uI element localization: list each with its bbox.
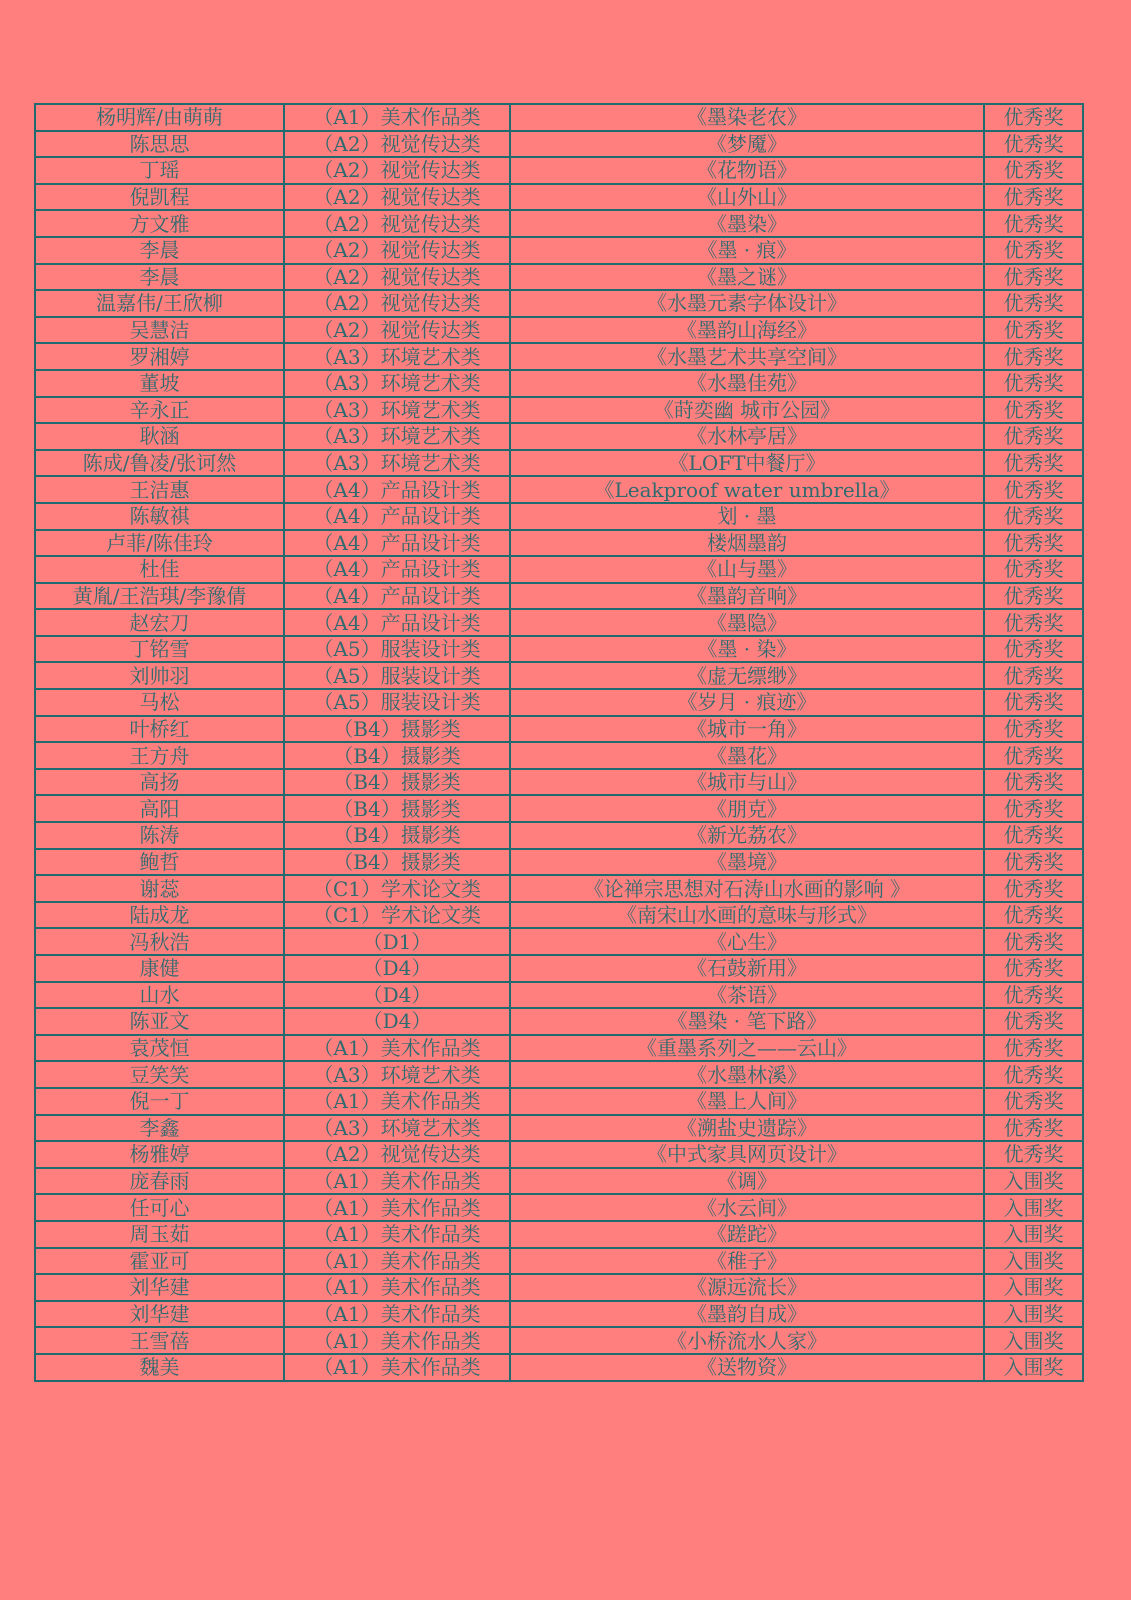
category-cell: （A4）产品设计类: [284, 530, 510, 557]
author-cell: 杨明辉/由萌萌: [35, 104, 284, 131]
award-cell: 优秀奖: [984, 1061, 1083, 1088]
table-row: [35, 1354, 1083, 1381]
category-cell: （A1）美术作品类: [284, 1194, 510, 1221]
author-cell: 董坡: [35, 370, 284, 397]
category-cell: （B4）摄影类: [284, 769, 510, 796]
work-title-cell: 《花物语》: [510, 157, 984, 184]
author-cell: 霍亚可: [35, 1248, 284, 1275]
award-cell: 优秀奖: [984, 104, 1083, 131]
table-row: [35, 423, 1083, 450]
work-title-cell: 《稚子》: [510, 1248, 984, 1275]
table-row: [35, 1141, 1083, 1168]
table-row: [35, 583, 1083, 610]
award-cell: 优秀奖: [984, 450, 1083, 477]
author-cell: 袁茂恒: [35, 1035, 284, 1062]
author-cell: 魏美: [35, 1354, 284, 1381]
author-cell: 倪一丁: [35, 1088, 284, 1115]
category-cell: （A2）视觉传达类: [284, 317, 510, 344]
author-cell: 陈涛: [35, 822, 284, 849]
award-cell: 优秀奖: [984, 556, 1083, 583]
category-cell: （A1）美术作品类: [284, 1221, 510, 1248]
work-title-cell: 《LOFT中餐厅》: [510, 450, 984, 477]
author-cell: 刘华建: [35, 1274, 284, 1301]
author-cell: 王洁惠: [35, 476, 284, 503]
work-title-cell: 《石鼓新用》: [510, 955, 984, 982]
award-cell: 优秀奖: [984, 1008, 1083, 1035]
work-title-cell: 《山外山》: [510, 184, 984, 211]
award-cell: 优秀奖: [984, 503, 1083, 530]
table-row: [35, 157, 1083, 184]
category-cell: （B4）摄影类: [284, 716, 510, 743]
category-cell: （A2）视觉传达类: [284, 184, 510, 211]
category-cell: （A3）环境艺术类: [284, 1061, 510, 1088]
author-cell: 陈成/鲁凌/张诃然: [35, 450, 284, 477]
award-cell: 入围奖: [984, 1301, 1083, 1328]
author-cell: 杜佳: [35, 556, 284, 583]
author-cell: 康健: [35, 955, 284, 982]
work-title-cell: 《中式家具网页设计》: [510, 1141, 984, 1168]
category-cell: （A4）产品设计类: [284, 583, 510, 610]
author-cell: 豆笑笑: [35, 1061, 284, 1088]
author-cell: 刘华建: [35, 1301, 284, 1328]
award-cell: 优秀奖: [984, 583, 1083, 610]
author-cell: 王雪蓓: [35, 1327, 284, 1354]
author-cell: 陈敏祺: [35, 503, 284, 530]
table-row: [35, 184, 1083, 211]
award-cell: 入围奖: [984, 1274, 1083, 1301]
table-row: [35, 716, 1083, 743]
category-cell: （A1）美术作品类: [284, 1274, 510, 1301]
category-cell: （A1）美术作品类: [284, 1088, 510, 1115]
work-title-cell: 《山与墨》: [510, 556, 984, 583]
award-cell: 优秀奖: [984, 1115, 1083, 1142]
table-row: [35, 131, 1083, 158]
table-row: [35, 849, 1083, 876]
author-cell: 陈亚文: [35, 1008, 284, 1035]
table-row: [35, 875, 1083, 902]
award-cell: 优秀奖: [984, 397, 1083, 424]
table-row: [35, 476, 1083, 503]
table-row: [35, 370, 1083, 397]
work-title-cell: 《源远流长》: [510, 1274, 984, 1301]
category-cell: （A3）环境艺术类: [284, 450, 510, 477]
category-cell: （A3）环境艺术类: [284, 1115, 510, 1142]
table-row: [35, 955, 1083, 982]
author-cell: 丁瑶: [35, 157, 284, 184]
award-cell: 优秀奖: [984, 636, 1083, 663]
work-title-cell: 《墨韵自成》: [510, 1301, 984, 1328]
award-cell: 入围奖: [984, 1327, 1083, 1354]
table-row: [35, 1061, 1083, 1088]
category-cell: （B4）摄影类: [284, 742, 510, 769]
award-cell: 入围奖: [984, 1221, 1083, 1248]
category-cell: （D4）: [284, 982, 510, 1009]
award-cell: 优秀奖: [984, 849, 1083, 876]
work-title-cell: 《水墨艺术共享空间》: [510, 343, 984, 370]
award-cell: 优秀奖: [984, 795, 1083, 822]
author-cell: 方文雅: [35, 210, 284, 237]
category-cell: （A1）美术作品类: [284, 1327, 510, 1354]
category-cell: （A1）美术作品类: [284, 104, 510, 131]
table-row: [35, 1168, 1083, 1195]
award-cell: 优秀奖: [984, 716, 1083, 743]
work-title-cell: 《莳奕幽 城市公园》: [510, 397, 984, 424]
table-row: [35, 290, 1083, 317]
table-row: [35, 1221, 1083, 1248]
table-row: [35, 343, 1083, 370]
award-cell: 优秀奖: [984, 131, 1083, 158]
work-title-cell: 楼烟墨韵: [510, 530, 984, 557]
category-cell: （A5）服装设计类: [284, 662, 510, 689]
table-row: [35, 928, 1083, 955]
award-cell: 优秀奖: [984, 662, 1083, 689]
author-cell: 辛永正: [35, 397, 284, 424]
award-cell: 优秀奖: [984, 742, 1083, 769]
award-cell: 优秀奖: [984, 1141, 1083, 1168]
author-cell: 丁铭雪: [35, 636, 284, 663]
category-cell: （A2）视觉传达类: [284, 1141, 510, 1168]
category-cell: （A5）服装设计类: [284, 636, 510, 663]
category-cell: （A3）环境艺术类: [284, 397, 510, 424]
author-cell: 鲍哲: [35, 849, 284, 876]
work-title-cell: 划 · 墨: [510, 503, 984, 530]
work-title-cell: 《墨染老农》: [510, 104, 984, 131]
category-cell: （A2）视觉传达类: [284, 210, 510, 237]
table-row: [35, 636, 1083, 663]
work-title-cell: 《心生》: [510, 928, 984, 955]
author-cell: 高扬: [35, 769, 284, 796]
work-title-cell: 《溯盐史遗踪》: [510, 1115, 984, 1142]
table-row: [35, 1088, 1083, 1115]
work-title-cell: 《南宋山水画的意味与形式》: [510, 902, 984, 929]
awards-table: [34, 103, 1084, 1382]
category-cell: （A2）视觉传达类: [284, 157, 510, 184]
author-cell: 高阳: [35, 795, 284, 822]
work-title-cell: 《墨花》: [510, 742, 984, 769]
award-cell: 优秀奖: [984, 530, 1083, 557]
table-row: [35, 450, 1083, 477]
award-cell: 优秀奖: [984, 157, 1083, 184]
author-cell: 陈思思: [35, 131, 284, 158]
award-cell: 优秀奖: [984, 928, 1083, 955]
category-cell: （A4）产品设计类: [284, 609, 510, 636]
award-cell: 优秀奖: [984, 423, 1083, 450]
work-title-cell: 《墨 · 痕》: [510, 237, 984, 264]
work-title-cell: 《送物资》: [510, 1354, 984, 1381]
table-row: [35, 769, 1083, 796]
author-cell: 黄胤/王浩琪/李豫倩: [35, 583, 284, 610]
author-cell: 庞春雨: [35, 1168, 284, 1195]
work-title-cell: 《墨 · 染》: [510, 636, 984, 663]
author-cell: 刘帅羽: [35, 662, 284, 689]
author-cell: 山水: [35, 982, 284, 1009]
work-title-cell: 《水云间》: [510, 1194, 984, 1221]
table-row: [35, 237, 1083, 264]
work-title-cell: 《墨韵山海经》: [510, 317, 984, 344]
award-cell: 入围奖: [984, 1248, 1083, 1275]
work-title-cell: 《水林亭居》: [510, 423, 984, 450]
work-title-cell: 《蹉跎》: [510, 1221, 984, 1248]
author-cell: 周玉茹: [35, 1221, 284, 1248]
author-cell: 罗湘婷: [35, 343, 284, 370]
award-cell: 优秀奖: [984, 1088, 1083, 1115]
award-cell: 优秀奖: [984, 822, 1083, 849]
category-cell: （D1）: [284, 928, 510, 955]
work-title-cell: 《调》: [510, 1168, 984, 1195]
work-title-cell: 《岁月 · 痕迹》: [510, 689, 984, 716]
category-cell: （A4）产品设计类: [284, 503, 510, 530]
author-cell: 李鑫: [35, 1115, 284, 1142]
table-row: [35, 1115, 1083, 1142]
category-cell: （D4）: [284, 1008, 510, 1035]
category-cell: （A1）美术作品类: [284, 1035, 510, 1062]
category-cell: （A1）美术作品类: [284, 1248, 510, 1275]
work-title-cell: 《论禅宗思想对石涛山水画的影响 》: [510, 875, 984, 902]
work-title-cell: 《水墨林溪》: [510, 1061, 984, 1088]
work-title-cell: 《墨上人间》: [510, 1088, 984, 1115]
table-row: [35, 609, 1083, 636]
category-cell: （A2）视觉传达类: [284, 237, 510, 264]
award-cell: 优秀奖: [984, 210, 1083, 237]
author-cell: 谢蕊: [35, 875, 284, 902]
table-row: [35, 795, 1083, 822]
work-title-cell: 《水墨佳苑》: [510, 370, 984, 397]
table-row: [35, 982, 1083, 1009]
author-cell: 吴慧洁: [35, 317, 284, 344]
work-title-cell: 《墨染 · 笔下路》: [510, 1008, 984, 1035]
author-cell: 赵宏刀: [35, 609, 284, 636]
category-cell: （A3）环境艺术类: [284, 370, 510, 397]
award-cell: 优秀奖: [984, 982, 1083, 1009]
award-cell: 优秀奖: [984, 476, 1083, 503]
work-title-cell: 《小桥流水人家》: [510, 1327, 984, 1354]
table-row: [35, 104, 1083, 131]
table-row: [35, 530, 1083, 557]
table-row: [35, 1274, 1083, 1301]
table-row: [35, 689, 1083, 716]
category-cell: （B4）摄影类: [284, 795, 510, 822]
table-row: [35, 1035, 1083, 1062]
award-cell: 优秀奖: [984, 343, 1083, 370]
table-row: [35, 662, 1083, 689]
award-cell: 入围奖: [984, 1354, 1083, 1381]
work-title-cell: 《虚无缥缈》: [510, 662, 984, 689]
work-title-cell: 《城市与山》: [510, 769, 984, 796]
table-row: [35, 397, 1083, 424]
award-cell: 优秀奖: [984, 609, 1083, 636]
work-title-cell: 《墨境》: [510, 849, 984, 876]
work-title-cell: 《茶语》: [510, 982, 984, 1009]
table-row: [35, 503, 1083, 530]
awards-table-body: [35, 104, 1083, 1381]
category-cell: （A2）视觉传达类: [284, 290, 510, 317]
table-row: [35, 1327, 1083, 1354]
category-cell: （A5）服装设计类: [284, 689, 510, 716]
award-cell: 入围奖: [984, 1168, 1083, 1195]
award-cell: 优秀奖: [984, 875, 1083, 902]
category-cell: （A3）环境艺术类: [284, 423, 510, 450]
author-cell: 李晨: [35, 264, 284, 291]
award-cell: 入围奖: [984, 1194, 1083, 1221]
award-cell: 优秀奖: [984, 955, 1083, 982]
table-row: [35, 1248, 1083, 1275]
author-cell: 马松: [35, 689, 284, 716]
award-cell: 优秀奖: [984, 237, 1083, 264]
award-cell: 优秀奖: [984, 370, 1083, 397]
category-cell: （A2）视觉传达类: [284, 264, 510, 291]
award-cell: 优秀奖: [984, 689, 1083, 716]
author-cell: 叶桥红: [35, 716, 284, 743]
author-cell: 任可心: [35, 1194, 284, 1221]
author-cell: 温嘉伟/王欣柳: [35, 290, 284, 317]
work-title-cell: 《墨之谜》: [510, 264, 984, 291]
table-row: [35, 1301, 1083, 1328]
table-row: [35, 822, 1083, 849]
author-cell: 倪凯程: [35, 184, 284, 211]
work-title-cell: 《墨韵音响》: [510, 583, 984, 610]
category-cell: （D4）: [284, 955, 510, 982]
table-row: [35, 264, 1083, 291]
table-row: [35, 317, 1083, 344]
table-row: [35, 210, 1083, 237]
category-cell: （B4）摄影类: [284, 849, 510, 876]
work-title-cell: 《墨隐》: [510, 609, 984, 636]
category-cell: （A1）美术作品类: [284, 1301, 510, 1328]
author-cell: 杨雅婷: [35, 1141, 284, 1168]
author-cell: 冯秋浩: [35, 928, 284, 955]
category-cell: （A2）视觉传达类: [284, 131, 510, 158]
table-row: [35, 742, 1083, 769]
table-row: [35, 1008, 1083, 1035]
category-cell: （C1）学术论文类: [284, 902, 510, 929]
award-cell: 优秀奖: [984, 184, 1083, 211]
work-title-cell: 《Leakproof water umbrella》: [510, 476, 984, 503]
category-cell: （C1）学术论文类: [284, 875, 510, 902]
table-row: [35, 1194, 1083, 1221]
author-cell: 李晨: [35, 237, 284, 264]
work-title-cell: 《重墨系列之——云山》: [510, 1035, 984, 1062]
author-cell: 耿涵: [35, 423, 284, 450]
work-title-cell: 《新光荔农》: [510, 822, 984, 849]
author-cell: 王方舟: [35, 742, 284, 769]
category-cell: （A1）美术作品类: [284, 1354, 510, 1381]
work-title-cell: 《朋克》: [510, 795, 984, 822]
category-cell: （B4）摄影类: [284, 822, 510, 849]
category-cell: （A4）产品设计类: [284, 556, 510, 583]
work-title-cell: 《梦魇》: [510, 131, 984, 158]
author-cell: 陆成龙: [35, 902, 284, 929]
table-row: [35, 556, 1083, 583]
award-cell: 优秀奖: [984, 902, 1083, 929]
work-title-cell: 《墨染》: [510, 210, 984, 237]
award-cell: 优秀奖: [984, 317, 1083, 344]
category-cell: （A1）美术作品类: [284, 1168, 510, 1195]
award-cell: 优秀奖: [984, 290, 1083, 317]
award-cell: 优秀奖: [984, 1035, 1083, 1062]
work-title-cell: 《水墨元素字体设计》: [510, 290, 984, 317]
author-cell: 卢菲/陈佳玲: [35, 530, 284, 557]
category-cell: （A4）产品设计类: [284, 476, 510, 503]
work-title-cell: 《城市一角》: [510, 716, 984, 743]
award-cell: 优秀奖: [984, 264, 1083, 291]
table-row: [35, 902, 1083, 929]
category-cell: （A3）环境艺术类: [284, 343, 510, 370]
award-cell: 优秀奖: [984, 769, 1083, 796]
